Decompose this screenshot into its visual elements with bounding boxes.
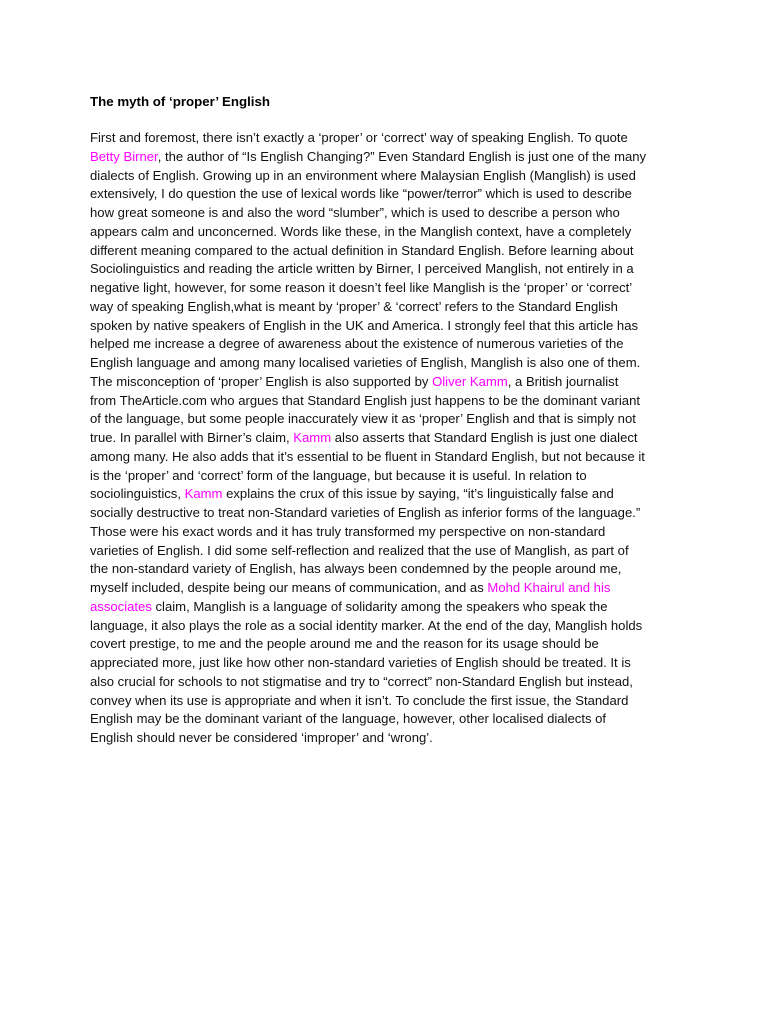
text-line [90, 429, 685, 448]
text-segment: also crucial for schools to not stigmatise and try to “correct” non-Standard English but instead, [90, 673, 633, 689]
text-segment: English may be the dominant variant of the language, however, other localised dialects of [90, 711, 607, 727]
text-segment: negative light, however, for some reason it doesn’t feel like Manglish is the ‘proper’ or ‘correct’ [90, 280, 633, 295]
text-segment: , a British journalist [507, 373, 619, 389]
reference-link[interactable]: Betty Birner [90, 148, 158, 164]
text-segment: way of speaking English,what is meant by ‘proper’ & ‘correct’ refers to the Standard English [90, 298, 618, 314]
text-segment: language, it also plays the role as a social identity marker. At the end of the day, Manglish holds [90, 617, 643, 633]
text-segment: the non-standard variety of English, has always been condemned by the people around me, [90, 561, 622, 577]
text-segment: convey when its use is appropriate and when it isn’t. To conclude the first issue, the Standard [90, 692, 629, 708]
text-line [90, 504, 685, 523]
text-line [90, 260, 685, 279]
text-line [90, 729, 685, 748]
text-line [90, 317, 685, 336]
text-line [90, 185, 685, 204]
text-line [90, 242, 685, 261]
text-segment: sociolinguistics, [90, 486, 185, 502]
text-segment: Those were his exact words and it has truly transformed my perspective on non-standard [90, 523, 606, 539]
text-segment: varieties of English. I did some self-reflection and realized that the use of Manglish, as part of [90, 542, 629, 558]
text-line [90, 279, 685, 298]
text-line [90, 673, 685, 692]
text-segment: is the ‘proper’ and ‘correct’ form of the language, but because it is useful. In relation to [90, 467, 587, 483]
text-line [90, 598, 685, 617]
text-segment: among many. He also adds that it’s essential to be fluent in Standard English, but not because it [90, 448, 645, 464]
text-line [90, 692, 685, 711]
page-title: The myth of ‘proper’ English [90, 94, 271, 109]
text-line [90, 448, 685, 467]
text-segment: how great someone is and also the word “slumber”, which is used to describe a person who [90, 205, 620, 220]
text-line [90, 485, 685, 504]
text-line [90, 354, 685, 373]
text-line [90, 167, 685, 186]
text-segment: explains the crux of this issue by saying, “it’s linguistically false and [222, 486, 614, 502]
text-segment: spoken by native speakers of English in the UK and America. I strongly feel that this article has [90, 317, 639, 333]
text-line [90, 654, 685, 673]
text-segment: claim, Manglish is a language of solidarity among the speakers who speak the [151, 598, 608, 614]
reference-link[interactable]: Mohd Khairul and his [487, 580, 611, 595]
text-line [90, 335, 685, 354]
text-line [90, 710, 685, 729]
text-segment: English should never be considered ‘improper’ and ‘wrong’. [90, 730, 433, 745]
text-segment: extensively, I do question the use of lexical words like “power/terror” which is used to describe [90, 186, 632, 202]
text-segment: covert prestige, to me and the people around me and the reason for its usage should be [90, 636, 599, 652]
text-segment: myself included, despite being our means of communication, and as [90, 580, 488, 595]
text-line [90, 148, 685, 167]
reference-link[interactable]: Kamm [293, 430, 332, 445]
reference-link[interactable]: Kamm [184, 486, 223, 502]
text-segment: dialects of English. Growing up in an environment where Malaysian English (Manglish) is used [90, 167, 636, 183]
text-line [90, 373, 685, 392]
text-segment: , the author of “Is English Changing?” Even Standard English is just one of the many [157, 148, 647, 164]
body-paragraph [90, 129, 685, 748]
text-line [90, 560, 685, 579]
text-line [90, 204, 685, 223]
text-line [90, 635, 685, 654]
reference-link[interactable]: associates [90, 598, 152, 614]
text-line [90, 579, 685, 598]
text-segment: different meaning compared to the actual definition in Standard English. Before learning about [90, 242, 634, 258]
text-line [90, 617, 685, 636]
text-line [90, 392, 685, 411]
text-segment: First and foremost, there isn’t exactly a ‘proper’ or ‘correct’ way of speaking English. To quote [90, 130, 628, 145]
text-segment: The misconception of ‘proper’ English is also supported by [90, 373, 433, 389]
text-segment: English language and among many localised varieties of English, Manglish is also one of them. [90, 355, 641, 370]
text-line [90, 129, 685, 148]
text-line [90, 467, 685, 486]
text-segment: helped me increase a degree of awareness about the existence of numerous varieties of the [90, 336, 624, 352]
text-line [90, 298, 685, 317]
text-line [90, 542, 685, 561]
text-segment: of the language, but some people inaccurately view it as ‘proper’ English and that is simply not [90, 411, 636, 427]
text-segment: socially destructive to treat non-Standard varieties of English as inferior forms of the language.” [90, 505, 641, 520]
text-segment: also asserts that Standard English is just one dialect [331, 430, 638, 445]
text-segment: from TheArticle.com who argues that Standard English just happens to be the dominant variant [90, 392, 641, 408]
text-line [90, 223, 685, 242]
text-segment: appears calm and unconcerned. Words like these, in the Manglish context, have a completely [90, 223, 632, 239]
text-segment: Sociolinguistics and reading the article written by Birner, I perceived Manglish, not entirely in a [90, 261, 634, 277]
text-line [90, 410, 685, 429]
text-line [90, 523, 685, 542]
reference-link[interactable]: Oliver Kamm [432, 373, 508, 389]
text-segment: appreciated more, just like how other non-standard varieties of English should be treated. It is [90, 655, 631, 670]
text-segment: true. In parallel with Birner’s claim, [90, 430, 294, 445]
